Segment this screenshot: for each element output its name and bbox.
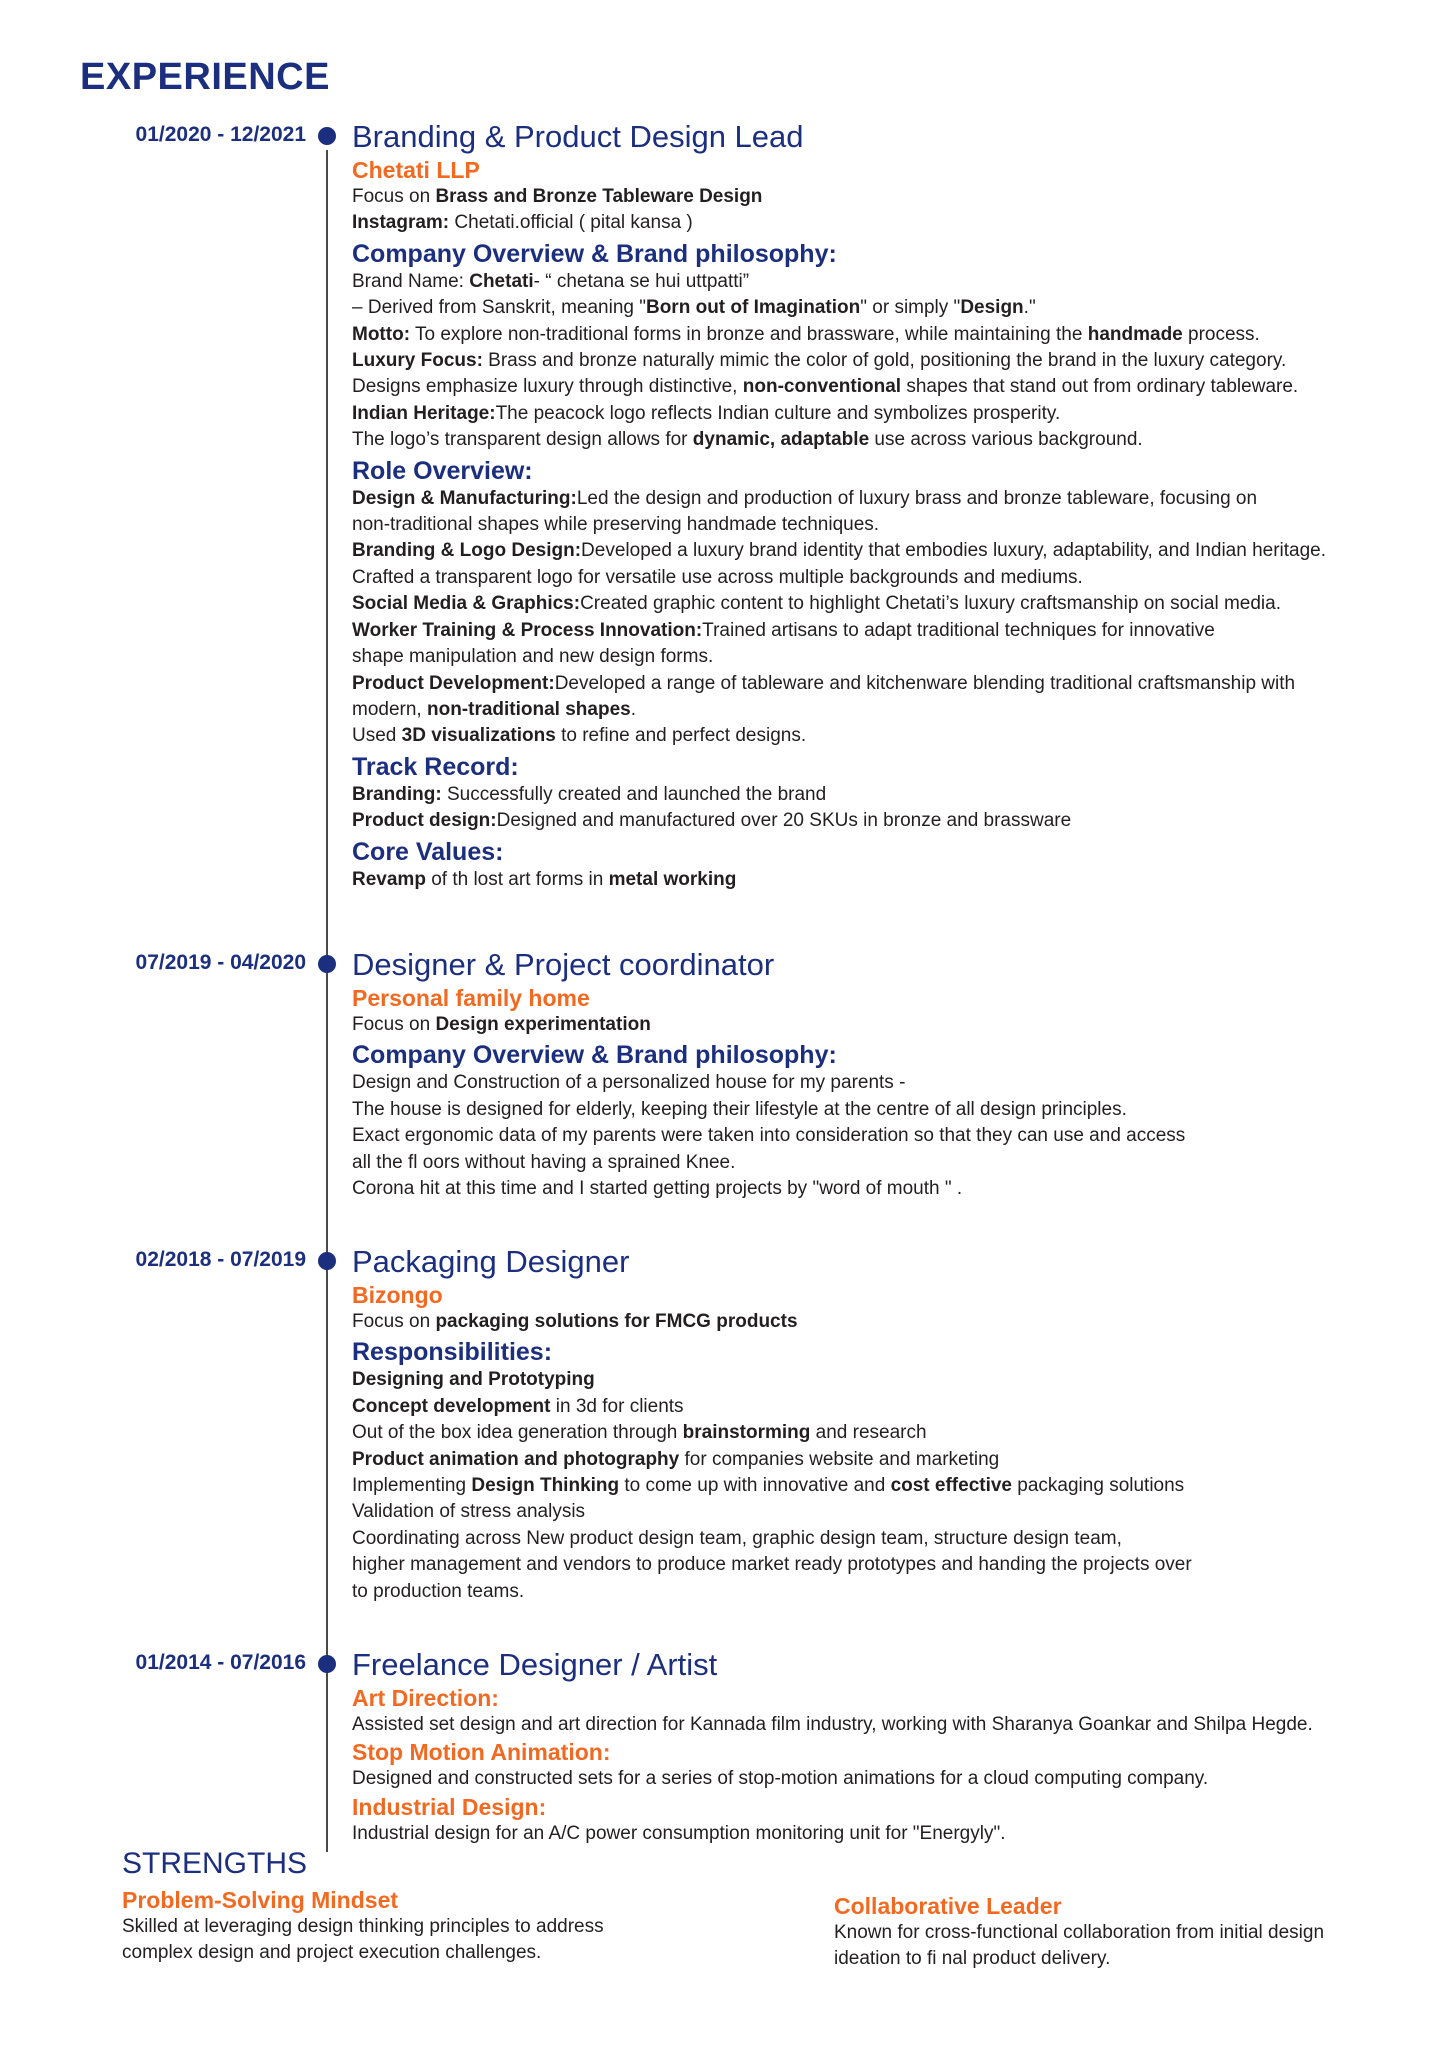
detail-line — [352, 1070, 1412, 1096]
detail-line — [352, 1473, 1412, 1499]
bold-text: Product Development: — [352, 672, 555, 694]
detail-line — [352, 1123, 1412, 1149]
job-title: Branding & Product Design Lead — [352, 119, 804, 154]
detail-line — [352, 1766, 1412, 1792]
job-entry — [352, 1646, 1412, 1847]
bold-text: metal working — [608, 868, 737, 890]
job-entry — [352, 118, 1412, 893]
text-segment: Chetati.official ( pital kansa ) — [449, 212, 693, 234]
detail-line — [352, 782, 1412, 808]
bold-text: Revamp — [352, 868, 426, 890]
detail-line — [352, 1499, 1412, 1525]
bold-text: Design — [960, 297, 1024, 319]
bold-text: Worker Training & Process Innovation: — [352, 619, 703, 641]
text-segment: Out of the box idea generation through — [352, 1422, 683, 1444]
text-segment: To explore non-traditional forms in bronze and brassware, while maintaining the — [410, 323, 1088, 345]
bold-text: brainstorming — [682, 1422, 811, 1444]
subsection-heading: Stop Motion Animation: — [352, 1739, 611, 1766]
text-segment: Used — [352, 725, 402, 747]
bold-text: non-conventional — [742, 376, 902, 398]
detail-line — [352, 184, 1412, 210]
text-segment: non-traditional shapes while preserving handmade techniques. — [352, 514, 880, 536]
text-segment: Focus on — [352, 186, 436, 207]
detail-line — [352, 401, 1412, 427]
detail-line — [352, 269, 1412, 295]
text-segment: Implementing — [352, 1475, 472, 1497]
strength-item — [122, 1886, 762, 1967]
text-segment: Validation of stress analysis — [352, 1501, 586, 1523]
subsection-heading: Core Values: — [352, 837, 504, 866]
job-entry — [352, 946, 1412, 1202]
detail-line — [352, 1150, 1412, 1176]
bold-text: Indian Heritage: — [352, 402, 496, 424]
bold-text: Chetati — [469, 270, 534, 292]
bold-text: Motto: — [352, 323, 411, 345]
detail-line — [352, 867, 1412, 893]
bold-text: dynamic, adaptable — [692, 429, 870, 451]
detail-line — [352, 618, 1412, 644]
text-segment: Developed a luxury brand identity that embodies luxury, adaptability, and Indian heritage. — [581, 540, 1327, 562]
text-segment: Created graphic content to highlight Chetati’s luxury craftsmanship on social media. — [580, 593, 1281, 615]
bold-text: Luxury Focus: — [352, 350, 483, 372]
bold-text: Born out of Imagination — [645, 297, 861, 319]
text-segment: - “ chetana se hui uttpatti” — [533, 270, 750, 292]
subsection-heading: Art Direction: — [352, 1685, 499, 1711]
text-segment: Brand Name: — [352, 270, 470, 292]
detail-line — [352, 322, 1412, 348]
subsection-heading: Company Overview & Brand philosophy: — [352, 1041, 837, 1070]
text-segment: Led the design and production of luxury brass and bronze tableware, focusing on — [576, 487, 1258, 509]
detail-line — [352, 565, 1412, 591]
text-segment: process. — [1182, 323, 1260, 345]
detail-line — [352, 1309, 1412, 1335]
text-segment: to production teams. — [352, 1580, 525, 1602]
detail-line — [352, 295, 1412, 321]
detail-line — [352, 1012, 1412, 1038]
text-segment: modern, — [352, 698, 427, 720]
bold-text: cost effective — [890, 1475, 1013, 1497]
timeline-dot — [318, 955, 336, 973]
text-segment: shape manipulation and new design forms. — [352, 646, 714, 668]
job-title: Freelance Designer / Artist — [352, 1647, 718, 1682]
text-segment: and research — [810, 1422, 927, 1444]
strength-title: Problem-Solving Mindset — [122, 1887, 399, 1913]
text-segment: Crafted a transparent logo for versatile use across multiple backgrounds and mediums. — [352, 566, 1083, 588]
strengths-title: STRENGTHS — [122, 1847, 308, 1880]
subsection-heading: Company Overview & Brand philosophy: — [352, 239, 837, 268]
text-segment: Successfully created and launched the brand — [441, 783, 827, 805]
detail-line — [352, 808, 1412, 834]
bold-text: Design experimentation — [435, 1014, 651, 1035]
bold-text: Concept development — [352, 1395, 551, 1417]
text-segment: all the fl oors without having a sprained Knee. — [352, 1151, 736, 1173]
detail-line — [352, 1552, 1412, 1578]
text-segment: for companies website and marketing — [679, 1448, 1000, 1470]
text-segment: Designed and manufactured over 20 SKUs in bronze and brassware — [496, 810, 1072, 832]
bold-text: Design & Manufacturing: — [352, 487, 577, 509]
detail-line — [352, 1394, 1412, 1420]
subsection-heading: Responsibilities: — [352, 1338, 553, 1367]
bold-text: Instagram: — [352, 212, 450, 234]
strength-desc-line: ideation to fi nal product delivery. — [834, 1948, 1111, 1970]
text-segment: in 3d for clients — [550, 1395, 684, 1417]
text-segment: Exact ergonomic data of my parents were taken into consideration so that they can use and access — [352, 1125, 1186, 1147]
company-name: Personal family home — [352, 985, 590, 1011]
timeline-dot — [318, 127, 336, 145]
detail-line — [352, 1579, 1412, 1605]
text-segment: Focus on — [352, 1311, 436, 1332]
detail-line — [352, 723, 1412, 749]
timeline-line — [326, 150, 328, 1852]
text-segment: Industrial design for an A/C power consumption monitoring unit for "Energyly". — [352, 1822, 1006, 1844]
detail-line — [352, 1097, 1412, 1123]
bold-text: packaging solutions for FMCG products — [435, 1311, 798, 1332]
detail-line — [352, 512, 1412, 538]
detail-line — [352, 644, 1412, 670]
timeline-dot — [318, 1655, 336, 1673]
text-segment: Corona hit at this time and I started getting projects by "word of mouth " . — [352, 1178, 963, 1200]
text-segment: packaging solutions — [1012, 1475, 1185, 1497]
detail-line — [352, 1821, 1412, 1847]
job-title: Packaging Designer — [352, 1244, 630, 1279]
company-name: Chetati LLP — [352, 157, 480, 183]
text-segment: Focus on — [352, 1014, 436, 1035]
detail-line — [352, 1420, 1412, 1446]
strength-desc-line: Known for cross-functional collaboration from initial design — [834, 1922, 1325, 1943]
text-segment: Brass and bronze naturally mimic the color of gold, positioning the brand in the luxury category. — [482, 350, 1287, 372]
text-segment: . — [630, 698, 637, 720]
text-segment: use across various background. — [869, 429, 1143, 451]
text-segment: Design and Construction of a personalized house for my parents - — [352, 1072, 906, 1094]
bold-text: Branding: — [352, 783, 442, 805]
bold-text: non-traditional shapes — [426, 698, 631, 720]
job-entry — [352, 1243, 1412, 1605]
text-segment: shapes that stand out from ordinary tableware. — [901, 376, 1299, 398]
detail-line — [352, 671, 1412, 697]
bold-text: 3D visualizations — [401, 725, 556, 747]
detail-line — [352, 1526, 1412, 1552]
text-segment: The peacock logo reflects Indian culture and symbolizes prosperity. — [495, 402, 1061, 424]
job-date: 01/2014 - 07/2016 — [135, 1651, 306, 1674]
timeline-dot — [318, 1252, 336, 1270]
bold-text: Brass and Bronze Tableware Design — [435, 186, 763, 207]
job-date: 02/2018 - 07/2019 — [135, 1248, 306, 1271]
job-title: Designer & Project coordinator — [352, 947, 775, 982]
detail-line — [352, 427, 1412, 453]
text-segment: " or simply " — [860, 297, 961, 319]
job-date: 01/2020 - 12/2021 — [135, 123, 306, 146]
detail-line — [352, 1176, 1412, 1202]
bold-text: Designing and Prototyping — [352, 1369, 595, 1391]
text-segment: Designed and constructed sets for a series of stop-motion animations for a cloud computing company. — [352, 1768, 1209, 1790]
detail-line — [352, 1712, 1412, 1738]
job-date: 07/2019 - 04/2020 — [135, 951, 306, 974]
text-segment: – Derived from Sanskrit, meaning " — [352, 297, 646, 319]
subsection-heading: Industrial Design: — [352, 1793, 547, 1820]
text-segment: The logo’s transparent design allows for — [352, 429, 693, 451]
detail-line — [352, 591, 1412, 617]
subsection-heading: Track Record: — [352, 752, 519, 781]
company-name: Bizongo — [352, 1282, 443, 1308]
detail-line — [352, 697, 1412, 723]
detail-line — [352, 210, 1412, 236]
text-segment: Trained artisans to adapt traditional techniques for innovative — [702, 619, 1215, 641]
bold-text: Branding & Logo Design: — [352, 540, 582, 562]
bold-text: Product design: — [352, 810, 497, 832]
bold-text: handmade — [1087, 323, 1183, 345]
strength-title: Collaborative Leader — [834, 1893, 1062, 1919]
text-segment: Developed a range of tableware and kitchenware blending traditional craftsmanship with — [554, 672, 1296, 694]
text-segment: higher management and vendors to produce market ready prototypes and handing the projects over — [352, 1554, 1192, 1576]
detail-line — [352, 1367, 1412, 1393]
bold-text: Social Media & Graphics: — [352, 593, 581, 615]
text-segment: Assisted set design and art direction for Kannada film industry, working with Sharanya Goankar and Shilpa Hegde. — [352, 1714, 1313, 1735]
text-segment: Coordinating across New product design team, graphic design team, structure design team, — [352, 1527, 1122, 1549]
detail-line — [352, 1447, 1412, 1473]
strength-desc-line: Skilled at leveraging design thinking principles to address — [122, 1916, 604, 1937]
text-segment: ." — [1023, 297, 1036, 319]
section-title: EXPERIENCE — [80, 56, 330, 98]
text-segment: Designs emphasize luxury through distinctive, — [352, 376, 743, 398]
strength-desc-line: complex design and project execution challenges. — [122, 1942, 542, 1964]
text-segment: The house is designed for elderly, keeping their lifestyle at the centre of all design principles. — [352, 1098, 1127, 1120]
text-segment: of th lost art forms in — [425, 868, 609, 890]
text-segment: to refine and perfect designs. — [555, 725, 807, 747]
detail-line — [352, 374, 1412, 400]
bold-text: Design Thinking — [471, 1475, 620, 1497]
detail-line — [352, 348, 1412, 374]
detail-line — [352, 538, 1412, 564]
bold-text: Product animation and photography — [352, 1448, 680, 1470]
subsection-heading: Role Overview: — [352, 456, 533, 485]
strength-item — [834, 1892, 1434, 1973]
text-segment: to come up with innovative and — [619, 1475, 891, 1497]
detail-line — [352, 486, 1412, 512]
